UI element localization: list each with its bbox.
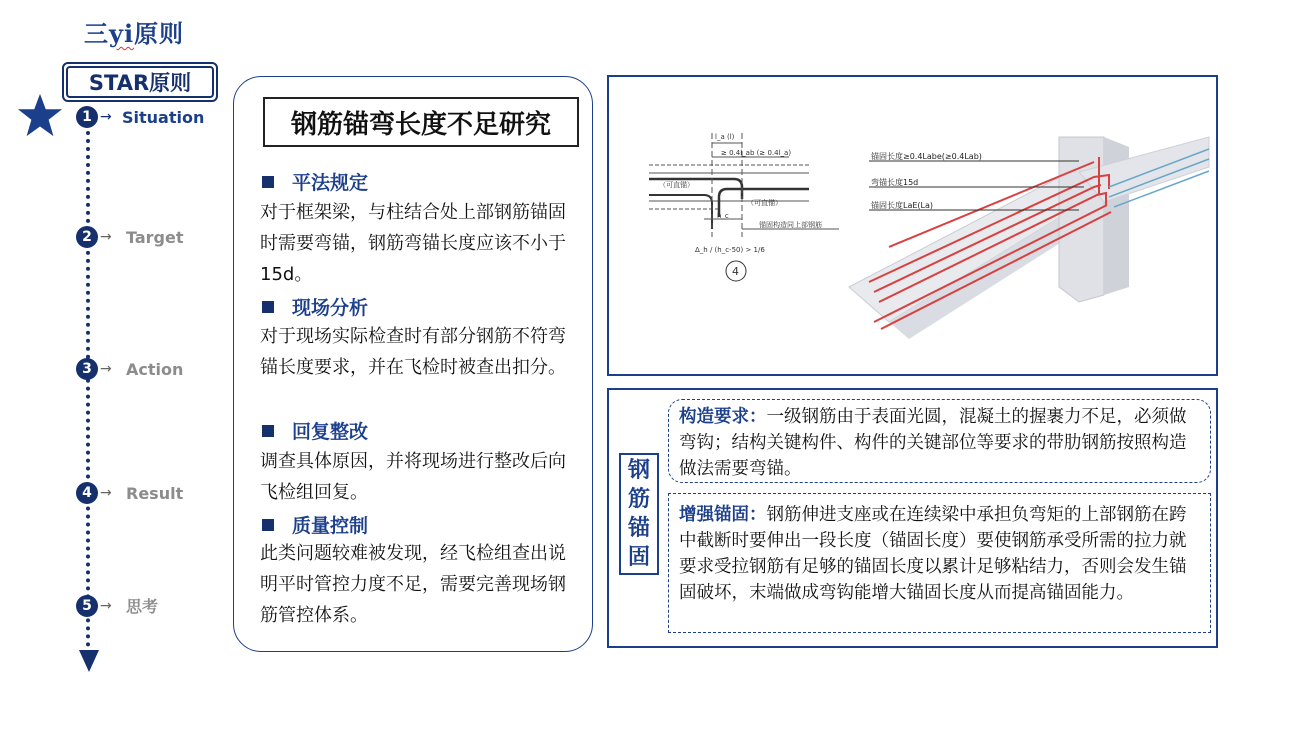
arrow-right-icon: →	[100, 485, 112, 501]
label-formula: Δ_h / (h_c-50) > 1/6	[695, 246, 765, 254]
label-straight-1: （可直锚）	[659, 181, 694, 189]
rebar-anchorage-figure	[607, 75, 1218, 376]
timeline-step-reflection[interactable]	[76, 594, 158, 617]
section-heading-rules	[262, 168, 368, 195]
label-dim1: ≥ 0.4l_ab (≥ 0.4l_a)	[721, 149, 792, 157]
bullet-square-icon	[262, 176, 274, 188]
section-body-rectification: 调查具体原因，并将现场进行整改后向飞检组回复。	[260, 451, 566, 503]
side-label-char: 锚	[627, 516, 650, 541]
bullet-square-icon	[262, 425, 274, 437]
step-label: Action	[126, 359, 184, 379]
section-heading-quality-control	[262, 511, 368, 538]
side-label-char: 筋	[627, 487, 650, 512]
timeline-line	[86, 115, 90, 655]
arrow-right-icon: →	[100, 229, 112, 245]
logo-part-2: yi	[109, 19, 135, 48]
section-body-rules: 对于框架梁，与柱结合处上部钢筋锚固时需要弯锚，钢筋弯锚长度应该不小于15d。	[260, 202, 566, 285]
side-label-char: 固	[627, 545, 650, 570]
callout-text: 一级钢筋由于表面光圆，混凝土的握裹力不足，必须做弯钩；结构关键构件、构件的关键部位等要求的带肋钢筋按照构造做法需要弯锚。	[679, 407, 1187, 479]
timeline-step-result[interactable]	[76, 482, 183, 504]
bullet-square-icon	[262, 519, 274, 531]
section-heading-text: 现场分析	[292, 297, 369, 319]
section-body-quality-control: 此类问题较难被发现，经飞检组查出说明平时管控力度不足，需要完善现场钢筋管控体系。	[260, 543, 566, 626]
star-header	[62, 62, 218, 102]
page-title: 钢筋锚弯长度不足研究	[263, 97, 579, 147]
logo-part-1: 三	[84, 19, 109, 48]
label-bend-length: 弯锚长度15d	[871, 178, 919, 187]
step-label: Result	[126, 483, 184, 503]
arrow-right-icon: →	[100, 109, 112, 125]
step-number: 4	[76, 482, 98, 504]
section-heading-text: 平法规定	[292, 172, 369, 194]
timeline-step-action[interactable]	[76, 358, 183, 380]
rebar-anchorage-side-label	[619, 453, 659, 575]
callout-enhanced-anchorage	[668, 493, 1211, 633]
label-note: 锚固构造同上部钢筋	[759, 221, 822, 229]
label-anchor-length-2: 锚固长度LaE(La)	[871, 201, 934, 210]
label-figure-number: 4	[732, 265, 739, 278]
side-label-char: 钢	[627, 458, 650, 483]
callout-construction-requirement	[668, 399, 1211, 483]
star-header-label: STAR原则	[66, 66, 214, 98]
timeline-step-situation[interactable]	[76, 106, 204, 128]
bullet-square-icon	[262, 301, 274, 313]
section-heading-text: 回复整改	[292, 421, 369, 443]
step-number: 1	[76, 106, 98, 128]
section-heading-text: 质量控制	[292, 515, 369, 537]
current-step-star-icon	[16, 92, 64, 138]
label-hc: h_c	[717, 212, 729, 220]
step-number: 5	[76, 595, 98, 617]
section-body-site-analysis: 对于现场实际检查时有部分钢筋不符弯锚长度要求，并在飞检时被查出扣分。	[260, 326, 566, 378]
step-label: Target	[126, 227, 184, 247]
step-number: 3	[76, 358, 98, 380]
callout-text: 钢筋伸进支座或在连续梁中承担负弯矩的上部钢筋在跨中截断时要伸出一段长度（锚固长度）要使钢筋承受所需的拉力就要求受拉钢筋有足够的锚固长度以累计足够粘结力，否则会发生锚固破坏，末端做成弯钩能增大锚固长度从而提高锚固能力。	[679, 505, 1187, 603]
rebar-anchorage-diagram	[609, 77, 1216, 374]
label-straight-2: （可直锚）	[747, 199, 782, 207]
callout-key: 构造要求：	[679, 407, 767, 427]
logo-part-3: 原则	[134, 19, 185, 48]
timeline-arrow-icon	[79, 650, 99, 672]
step-label: 思考	[126, 597, 159, 616]
logo	[84, 14, 184, 49]
section-heading-rectification	[262, 417, 368, 444]
timeline-step-target[interactable]	[76, 226, 184, 248]
arrow-right-icon: →	[100, 361, 112, 377]
section-heading-site-analysis	[262, 293, 368, 320]
arrow-right-icon: →	[100, 597, 112, 614]
step-number: 2	[76, 226, 98, 248]
label-anchor-length-1: 锚固长度≥0.4Labe(≥0.4Lab)	[871, 152, 982, 161]
callout-key: 增强锚固：	[679, 505, 767, 525]
step-label: Situation	[122, 107, 205, 127]
label-la: l_a (l)	[715, 133, 735, 141]
